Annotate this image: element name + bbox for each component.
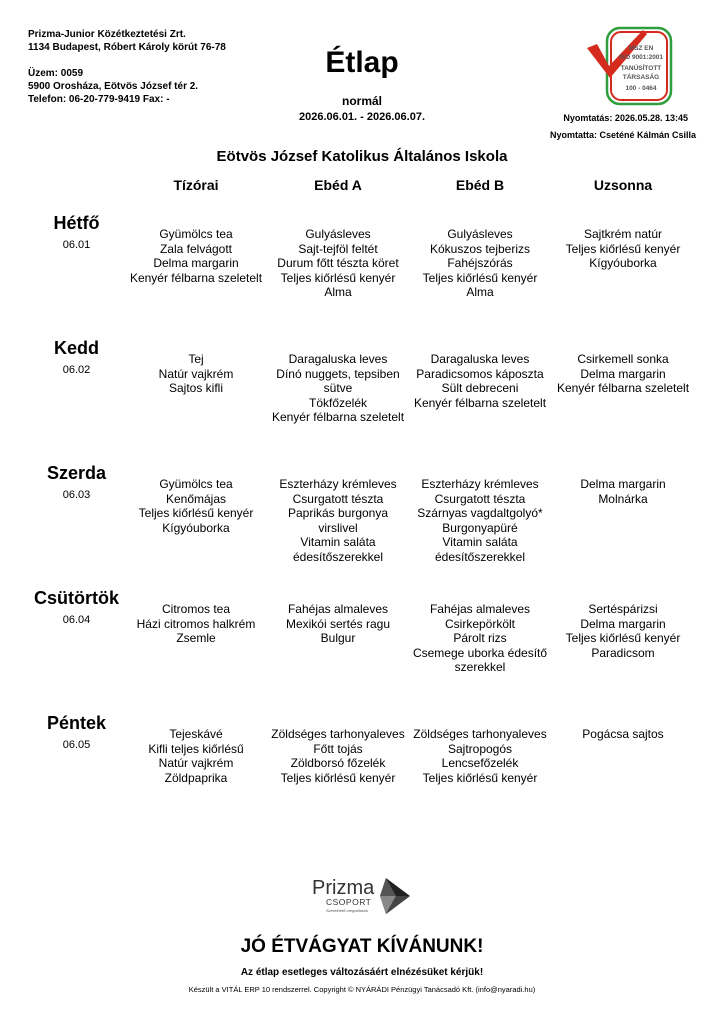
menu-item: Delma margarin bbox=[580, 616, 666, 631]
menu-item: Vitamin saláta bbox=[442, 535, 518, 550]
company-name: Prizma-Junior Közétkeztetési Zrt. bbox=[28, 29, 186, 40]
menu-item: Vitamin saláta bbox=[300, 535, 376, 550]
menu-cell-hetfo-ebed-a bbox=[268, 227, 408, 300]
menu-item: Daragaluska leves bbox=[288, 352, 388, 366]
footer-credit: Készült a VITÁL ERP 10 rendszerrel. Copyright © NYÁRÁDI Pénzügyi Tanácsadó Kft. (info@nyaradi.hu) bbox=[188, 985, 536, 994]
menu-item: Dínó nuggets, tepsiben bbox=[276, 366, 400, 381]
menu-item: Tejeskávé bbox=[169, 727, 223, 741]
menu-item: Csemege uborka édesítő bbox=[412, 645, 548, 660]
menu-item: Kifli teljes kiőrlésű bbox=[148, 741, 244, 756]
menu-cell-hetfo-uzsonna bbox=[553, 227, 693, 271]
menu-item: Szárnyas vagdaltgolyó* bbox=[417, 506, 543, 521]
menu-cell-hetfo-tizorai bbox=[126, 227, 266, 285]
menu-item: Teljes kiőrlésű kenyér bbox=[280, 770, 396, 785]
menu-item: Sajtos kifli bbox=[168, 381, 224, 396]
menu-item: Natúr vajkrém bbox=[158, 366, 234, 381]
menu-cell-szerda-ebed-b bbox=[410, 477, 550, 565]
menu-item: Házi citromos halkrém bbox=[136, 616, 256, 631]
menu-item: Zöldpaprika bbox=[164, 770, 228, 785]
day-date: 06.03 bbox=[62, 489, 91, 501]
menu-item: Burgonyapüré bbox=[442, 520, 518, 535]
menu-item: Teljes kiőrlésű kenyér bbox=[565, 631, 681, 646]
menu-item: Fahéjszórás bbox=[447, 256, 513, 271]
menu-item: Kenyér félbarna szeletelt bbox=[129, 270, 263, 285]
menu-item: Gyümölcs tea bbox=[159, 227, 233, 241]
menu-item: Teljes kiőrlésű kenyér bbox=[422, 270, 538, 285]
menu-cell-pentek-tizorai bbox=[126, 727, 266, 785]
menu-item: Paradicsomos káposzta bbox=[416, 366, 544, 381]
menu-item: Molnárka bbox=[598, 491, 648, 506]
menu-item: Alma bbox=[324, 285, 352, 300]
cert-line-3: TANÚSÍTOTT bbox=[620, 65, 662, 72]
menu-item: Sajtropogós bbox=[447, 741, 513, 756]
page-title: Étlap bbox=[325, 46, 399, 79]
logo-name: Prizma bbox=[312, 877, 375, 899]
menu-item: Zala felvágott bbox=[159, 241, 233, 256]
menu-item: Sajt-tejföl feltét bbox=[298, 241, 378, 256]
menu-item: Csirkepörkölt bbox=[444, 616, 516, 631]
menu-item: Alma bbox=[466, 285, 494, 300]
menu-item: Csurgatott tészta bbox=[292, 491, 384, 506]
day-date: 06.02 bbox=[62, 364, 91, 376]
menu-item: Kenyér félbarna szeletelt bbox=[271, 410, 405, 425]
iso-certificate-badge bbox=[585, 26, 673, 106]
menu-cell-szerda-uzsonna bbox=[553, 477, 693, 506]
menu-item: Sertéspárizsi bbox=[588, 602, 658, 616]
menu-item: Teljes kiőrlésű kenyér bbox=[280, 270, 396, 285]
menu-cell-csutortok-ebed-b bbox=[410, 602, 550, 675]
menu-item: Párolt rizs bbox=[453, 631, 507, 646]
day-name: Péntek bbox=[46, 713, 107, 733]
menu-cell-csutortok-ebed-a bbox=[268, 602, 408, 646]
print-date: Nyomtatás: 2026.05.28. 13:45 bbox=[563, 113, 688, 123]
menu-item: Tej bbox=[188, 352, 204, 366]
footer-greeting: JÓ ÉTVÁGYAT KÍVÁNUNK! bbox=[240, 936, 484, 957]
menu-cell-kedd-ebed-a bbox=[268, 352, 408, 425]
menu-item: Kókuszos tejberizs bbox=[429, 241, 531, 256]
menu-cell-csutortok-tizorai bbox=[126, 602, 266, 646]
menu-item: Teljes kiőrlésű kenyér bbox=[422, 770, 538, 785]
day-label-pentek bbox=[20, 712, 133, 751]
footer-notice: Az étlap esetleges változásáért elnézésüket kérjük! bbox=[240, 967, 484, 978]
menu-item: Daragaluska leves bbox=[430, 352, 530, 366]
menu-item: Kenőmájas bbox=[165, 491, 227, 506]
menu-item: Eszterházy krémleves bbox=[421, 477, 539, 491]
menu-item: Csirkemell sonka bbox=[577, 352, 669, 366]
day-name: Hétfő bbox=[53, 213, 100, 233]
menu-cell-szerda-ebed-a bbox=[268, 477, 408, 565]
menu-item: Főtt tojás bbox=[313, 741, 363, 756]
menu-cell-csutortok-uzsonna bbox=[553, 602, 693, 660]
menu-item: Paradicsom bbox=[591, 645, 655, 660]
menu-item: Kígyóuborka bbox=[162, 520, 230, 535]
menu-item: Gyümölcs tea bbox=[159, 477, 233, 491]
company-info bbox=[28, 28, 226, 106]
column-header-ebed-a: Ebéd A bbox=[314, 177, 362, 193]
menu-item: szerekkel bbox=[454, 660, 506, 675]
menu-cell-pentek-ebed-a bbox=[268, 727, 408, 785]
plant-address: 5900 Orosháza, Eötvös József tér 2. bbox=[28, 81, 199, 92]
menu-item: Kenyér félbarna szeletelt bbox=[556, 381, 690, 396]
cert-line-1: MSZ EN bbox=[628, 45, 654, 52]
menu-item: Zsemle bbox=[176, 631, 216, 646]
menu-item: Gulyásleves bbox=[305, 227, 371, 241]
day-name: Csütörtök bbox=[34, 588, 119, 608]
menu-cell-hetfo-ebed-b bbox=[410, 227, 550, 300]
day-date: 06.04 bbox=[62, 614, 91, 626]
menu-item: sütve bbox=[323, 381, 353, 396]
school-name: Eötvös József Katolikus Általános Iskola bbox=[216, 148, 508, 165]
menu-item: Pogácsa sajtos bbox=[582, 727, 664, 741]
cert-line-4: TÁRSASÁG bbox=[622, 74, 660, 81]
menu-item: Sült debreceni bbox=[441, 381, 519, 396]
cert-line-2: ISO 9001:2001 bbox=[618, 54, 664, 61]
menu-item: Gulyásleves bbox=[447, 227, 513, 241]
phone-fax: Telefon: 06-20-779-9419 Fax: - bbox=[28, 94, 170, 105]
menu-item: Durum főtt tészta köret bbox=[277, 256, 399, 271]
menu-item: Teljes kiőrlésű kenyér bbox=[565, 241, 681, 256]
menu-item: Delma margarin bbox=[580, 366, 666, 381]
prism-icon bbox=[380, 878, 410, 914]
menu-item: Mexikói sertés ragu bbox=[285, 616, 391, 631]
menu-item: Csurgatott tészta bbox=[434, 491, 526, 506]
menu-item: Delma margarin bbox=[153, 256, 239, 271]
day-label-csutortok bbox=[20, 587, 133, 626]
menu-item: Bulgur bbox=[320, 631, 356, 646]
menu-item: Paprikás burgonya bbox=[287, 506, 389, 521]
prizma-logo bbox=[310, 874, 414, 918]
menu-cell-kedd-uzsonna bbox=[553, 352, 693, 396]
menu-item: édesítőszerekkel bbox=[434, 549, 526, 564]
day-label-szerda bbox=[20, 462, 133, 501]
menu-item: Lencsefőzelék bbox=[441, 756, 519, 771]
menu-item: virslivel bbox=[318, 520, 358, 535]
menu-item: Kenyér félbarna szeletelt bbox=[413, 395, 547, 410]
menu-mode: normál bbox=[341, 94, 382, 108]
day-name: Kedd bbox=[54, 338, 99, 358]
menu-item: Teljes kiőrlésű kenyér bbox=[138, 506, 254, 521]
menu-cell-pentek-ebed-b bbox=[410, 727, 550, 785]
menu-item: Tökfőzelék bbox=[308, 395, 368, 410]
menu-item: Sajtkrém natúr bbox=[583, 227, 663, 241]
cert-line-5: 100 - 0464 bbox=[625, 85, 657, 92]
menu-item: Kígyóuborka bbox=[589, 256, 657, 271]
menu-item: Zöldséges tarhonyaleves bbox=[413, 727, 547, 741]
menu-cell-szerda-tizorai bbox=[126, 477, 266, 535]
date-range: 2026.06.01. - 2026.06.07. bbox=[299, 111, 425, 123]
day-name: Szerda bbox=[46, 463, 107, 483]
menu-cell-kedd-ebed-b bbox=[410, 352, 550, 410]
menu-item: Fahéjas almaleves bbox=[429, 602, 531, 616]
logo-tagline: Szerethető megoldások bbox=[326, 908, 369, 913]
menu-item: Natúr vajkrém bbox=[158, 756, 234, 771]
plant-id: Üzem: 0059 bbox=[28, 68, 84, 79]
menu-item: Zöldborsó főzelék bbox=[290, 756, 386, 771]
logo-sub: CSOPORT bbox=[326, 897, 372, 907]
menu-item: Citromos tea bbox=[161, 602, 231, 616]
day-label-kedd bbox=[20, 337, 133, 376]
column-header-uzsonna: Uzsonna bbox=[593, 177, 653, 193]
menu-item: Zöldséges tarhonyaleves bbox=[271, 727, 405, 741]
menu-cell-pentek-uzsonna bbox=[553, 727, 693, 742]
menu-item: Delma margarin bbox=[580, 477, 666, 491]
column-header-ebed-b: Ebéd B bbox=[455, 177, 505, 193]
day-date: 06.01 bbox=[62, 239, 91, 251]
menu-item: Eszterházy krémleves bbox=[279, 477, 397, 491]
day-label-hetfo bbox=[20, 212, 133, 251]
day-date: 06.05 bbox=[62, 739, 91, 751]
menu-cell-kedd-tizorai bbox=[126, 352, 266, 396]
company-address: 1134 Budapest, Róbert Károly körút 76-78 bbox=[28, 42, 226, 53]
menu-item: édesítőszerekkel bbox=[292, 549, 384, 564]
column-header-tizorai: Tízórai bbox=[173, 177, 219, 193]
menu-item: Fahéjas almaleves bbox=[287, 602, 389, 616]
printed-by: Nyomtatta: Cseténé Kálmán Csilla bbox=[549, 130, 696, 140]
